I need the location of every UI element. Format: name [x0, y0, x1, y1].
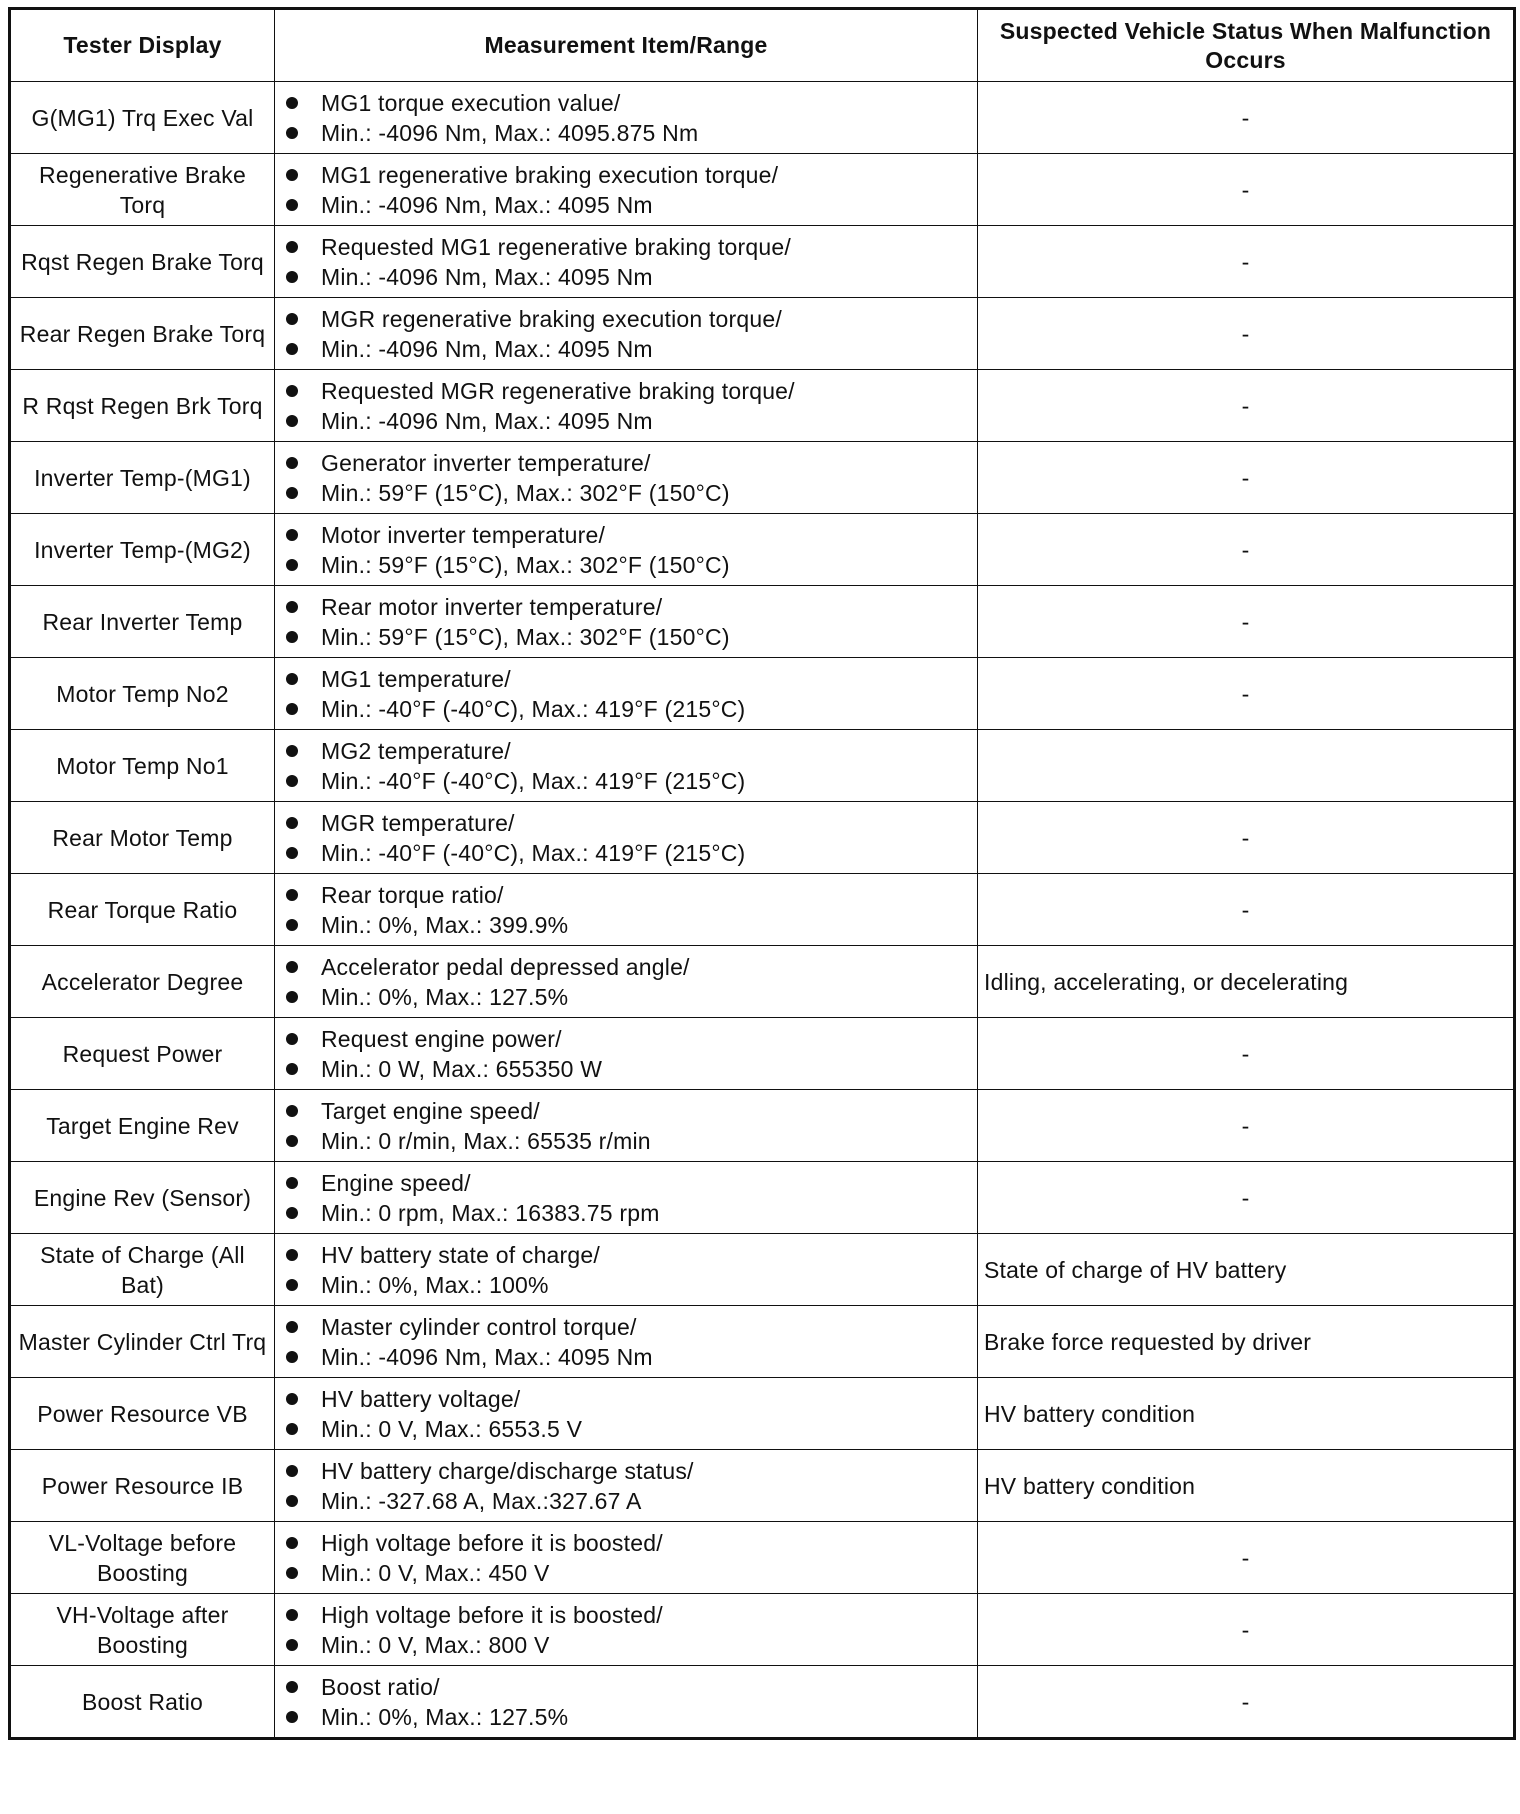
suspected-status-cell: - [978, 514, 1515, 586]
measurement-range: Min.: 0 V, Max.: 6553.5 V [281, 1414, 971, 1444]
suspected-status-cell: State of charge of HV battery [978, 1234, 1515, 1306]
measurement-range: Min.: 0%, Max.: 127.5% [281, 982, 971, 1012]
measurement-cell [275, 514, 978, 586]
suspected-status-cell [978, 730, 1515, 802]
tester-display-cell: Rqst Regen Brake Torq [10, 226, 275, 298]
suspected-status-cell: Idling, accelerating, or decelerating [978, 946, 1515, 1018]
measurement-range: Min.: -4096 Nm, Max.: 4095 Nm [281, 406, 971, 436]
measurement-bullet-list [281, 1528, 971, 1588]
measurement-item: Generator inverter temperature/ [281, 448, 971, 478]
tester-display-cell: Regenerative Brake Torq [10, 154, 275, 226]
table-row [10, 1594, 1515, 1666]
measurement-cell [275, 226, 978, 298]
measurement-item: MG1 regenerative braking execution torque/ [281, 160, 971, 190]
suspected-status-cell: - [978, 1666, 1515, 1739]
measurement-bullet-list [281, 952, 971, 1012]
table-row [10, 1018, 1515, 1090]
measurement-range: Min.: -40°F (-40°C), Max.: 419°F (215°C) [281, 838, 971, 868]
suspected-status-cell: - [978, 1162, 1515, 1234]
measurement-item: HV battery charge/discharge status/ [281, 1456, 971, 1486]
suspected-status-cell: - [978, 370, 1515, 442]
measurement-cell [275, 1090, 978, 1162]
suspected-status-cell: - [978, 154, 1515, 226]
measurement-cell [275, 1234, 978, 1306]
measurement-cell [275, 874, 978, 946]
header-suspected-status: Suspected Vehicle Status When Malfunction Occurs [978, 9, 1515, 82]
tester-display-cell: Target Engine Rev [10, 1090, 275, 1162]
table-row [10, 586, 1515, 658]
measurement-bullet-list [281, 880, 971, 940]
table-row [10, 298, 1515, 370]
measurement-cell [275, 82, 978, 154]
tester-display-cell: Motor Temp No1 [10, 730, 275, 802]
table-row [10, 1450, 1515, 1522]
measurement-bullet-list [281, 1672, 971, 1732]
measurement-item: MG1 torque execution value/ [281, 88, 971, 118]
table-row [10, 154, 1515, 226]
measurement-cell [275, 1594, 978, 1666]
suspected-status-cell: - [978, 1594, 1515, 1666]
measurement-cell [275, 658, 978, 730]
tester-display-cell: Request Power [10, 1018, 275, 1090]
measurement-item: Rear motor inverter temperature/ [281, 592, 971, 622]
data-list-table [8, 7, 1516, 1740]
measurement-range: Min.: 59°F (15°C), Max.: 302°F (150°C) [281, 550, 971, 580]
measurement-bullet-list [281, 736, 971, 796]
measurement-range: Min.: 0 rpm, Max.: 16383.75 rpm [281, 1198, 971, 1228]
measurement-cell [275, 1018, 978, 1090]
measurement-cell [275, 1450, 978, 1522]
measurement-range: Min.: -4096 Nm, Max.: 4095 Nm [281, 190, 971, 220]
tester-display-cell: Rear Inverter Temp [10, 586, 275, 658]
table-row [10, 442, 1515, 514]
table-body [10, 82, 1515, 1739]
measurement-item: Requested MG1 regenerative braking torque/ [281, 232, 971, 262]
table-row [10, 874, 1515, 946]
measurement-bullet-list [281, 448, 971, 508]
measurement-range: Min.: -4096 Nm, Max.: 4095 Nm [281, 1342, 971, 1372]
measurement-bullet-list [281, 232, 971, 292]
table-row [10, 1234, 1515, 1306]
measurement-bullet-list [281, 88, 971, 148]
measurement-bullet-list [281, 304, 971, 364]
measurement-cell [275, 154, 978, 226]
measurement-item: Accelerator pedal depressed angle/ [281, 952, 971, 982]
measurement-item: Target engine speed/ [281, 1096, 971, 1126]
measurement-bullet-list [281, 1600, 971, 1660]
measurement-range: Min.: 0%, Max.: 399.9% [281, 910, 971, 940]
suspected-status-cell: - [978, 1090, 1515, 1162]
measurement-item: HV battery voltage/ [281, 1384, 971, 1414]
measurement-bullet-list [281, 1240, 971, 1300]
measurement-bullet-list [281, 664, 971, 724]
tester-display-cell: State of Charge (All Bat) [10, 1234, 275, 1306]
suspected-status-cell: - [978, 442, 1515, 514]
tester-display-cell: Master Cylinder Ctrl Trq [10, 1306, 275, 1378]
measurement-cell [275, 730, 978, 802]
measurement-range: Min.: 0%, Max.: 100% [281, 1270, 971, 1300]
measurement-range: Min.: 0 V, Max.: 800 V [281, 1630, 971, 1660]
measurement-item: Boost ratio/ [281, 1672, 971, 1702]
measurement-cell [275, 946, 978, 1018]
measurement-item: MGR regenerative braking execution torque/ [281, 304, 971, 334]
header-row [10, 9, 1515, 82]
measurement-bullet-list [281, 520, 971, 580]
header-measurement-item: Measurement Item/Range [275, 9, 978, 82]
tester-display-cell: VH-Voltage after Boosting [10, 1594, 275, 1666]
measurement-bullet-list [281, 1096, 971, 1156]
table-row [10, 1306, 1515, 1378]
suspected-status-cell: - [978, 82, 1515, 154]
measurement-cell [275, 1666, 978, 1739]
tester-display-cell: R Rqst Regen Brk Torq [10, 370, 275, 442]
tester-display-cell: Inverter Temp-(MG1) [10, 442, 275, 514]
suspected-status-cell: Brake force requested by driver [978, 1306, 1515, 1378]
suspected-status-cell: HV battery condition [978, 1378, 1515, 1450]
measurement-cell [275, 1378, 978, 1450]
suspected-status-cell: - [978, 874, 1515, 946]
tester-display-cell: Rear Motor Temp [10, 802, 275, 874]
table-row [10, 514, 1515, 586]
suspected-status-cell: - [978, 298, 1515, 370]
tester-display-cell: G(MG1) Trq Exec Val [10, 82, 275, 154]
measurement-item: Rear torque ratio/ [281, 880, 971, 910]
measurement-cell [275, 442, 978, 514]
table-row [10, 1666, 1515, 1739]
table-row [10, 1522, 1515, 1594]
measurement-bullet-list [281, 1168, 971, 1228]
measurement-bullet-list [281, 1456, 971, 1516]
measurement-item: High voltage before it is boosted/ [281, 1528, 971, 1558]
measurement-item: Requested MGR regenerative braking torque/ [281, 376, 971, 406]
suspected-status-cell: - [978, 1018, 1515, 1090]
tester-display-cell: Motor Temp No2 [10, 658, 275, 730]
measurement-item: Master cylinder control torque/ [281, 1312, 971, 1342]
measurement-range: Min.: -40°F (-40°C), Max.: 419°F (215°C) [281, 766, 971, 796]
measurement-range: Min.: -327.68 A, Max.:327.67 A [281, 1486, 971, 1516]
table-row [10, 1378, 1515, 1450]
table-row [10, 370, 1515, 442]
measurement-cell [275, 1162, 978, 1234]
measurement-bullet-list [281, 592, 971, 652]
measurement-bullet-list [281, 376, 971, 436]
table-row [10, 1162, 1515, 1234]
tester-display-cell: Power Resource VB [10, 1378, 275, 1450]
measurement-cell [275, 802, 978, 874]
measurement-cell [275, 1306, 978, 1378]
tester-display-cell: Power Resource IB [10, 1450, 275, 1522]
table-row [10, 1090, 1515, 1162]
header-tester-display: Tester Display [10, 9, 275, 82]
measurement-range: Min.: 0 r/min, Max.: 65535 r/min [281, 1126, 971, 1156]
measurement-bullet-list [281, 1384, 971, 1444]
measurement-cell [275, 586, 978, 658]
measurement-bullet-list [281, 1312, 971, 1372]
measurement-item: Request engine power/ [281, 1024, 971, 1054]
table-row [10, 226, 1515, 298]
suspected-status-cell: - [978, 802, 1515, 874]
table-row [10, 730, 1515, 802]
table-row [10, 802, 1515, 874]
tester-display-cell: Accelerator Degree [10, 946, 275, 1018]
measurement-item: Engine speed/ [281, 1168, 971, 1198]
measurement-range: Min.: 59°F (15°C), Max.: 302°F (150°C) [281, 622, 971, 652]
tester-display-cell: VL-Voltage before Boosting [10, 1522, 275, 1594]
measurement-range: Min.: -4096 Nm, Max.: 4095.875 Nm [281, 118, 971, 148]
measurement-cell [275, 1522, 978, 1594]
measurement-item: HV battery state of charge/ [281, 1240, 971, 1270]
suspected-status-cell: - [978, 658, 1515, 730]
measurement-item: MG2 temperature/ [281, 736, 971, 766]
tester-display-cell: Rear Regen Brake Torq [10, 298, 275, 370]
measurement-cell [275, 298, 978, 370]
measurement-item: Motor inverter temperature/ [281, 520, 971, 550]
measurement-item: MG1 temperature/ [281, 664, 971, 694]
measurement-range: Min.: 0 V, Max.: 450 V [281, 1558, 971, 1588]
measurement-bullet-list [281, 808, 971, 868]
measurement-cell [275, 370, 978, 442]
suspected-status-cell: - [978, 586, 1515, 658]
measurement-range: Min.: 0%, Max.: 127.5% [281, 1702, 971, 1732]
measurement-range: Min.: 0 W, Max.: 655350 W [281, 1054, 971, 1084]
suspected-status-cell: - [978, 1522, 1515, 1594]
suspected-status-cell: - [978, 226, 1515, 298]
tester-display-cell: Engine Rev (Sensor) [10, 1162, 275, 1234]
tester-display-cell: Inverter Temp-(MG2) [10, 514, 275, 586]
table-row [10, 946, 1515, 1018]
measurement-range: Min.: -4096 Nm, Max.: 4095 Nm [281, 334, 971, 364]
measurement-bullet-list [281, 1024, 971, 1084]
tester-display-cell: Boost Ratio [10, 1666, 275, 1739]
measurement-range: Min.: 59°F (15°C), Max.: 302°F (150°C) [281, 478, 971, 508]
measurement-range: Min.: -40°F (-40°C), Max.: 419°F (215°C) [281, 694, 971, 724]
table-row [10, 82, 1515, 154]
tester-display-cell: Rear Torque Ratio [10, 874, 275, 946]
measurement-bullet-list [281, 160, 971, 220]
suspected-status-cell: HV battery condition [978, 1450, 1515, 1522]
measurement-item: MGR temperature/ [281, 808, 971, 838]
table-row [10, 658, 1515, 730]
measurement-item: High voltage before it is boosted/ [281, 1600, 971, 1630]
measurement-range: Min.: -4096 Nm, Max.: 4095 Nm [281, 262, 971, 292]
